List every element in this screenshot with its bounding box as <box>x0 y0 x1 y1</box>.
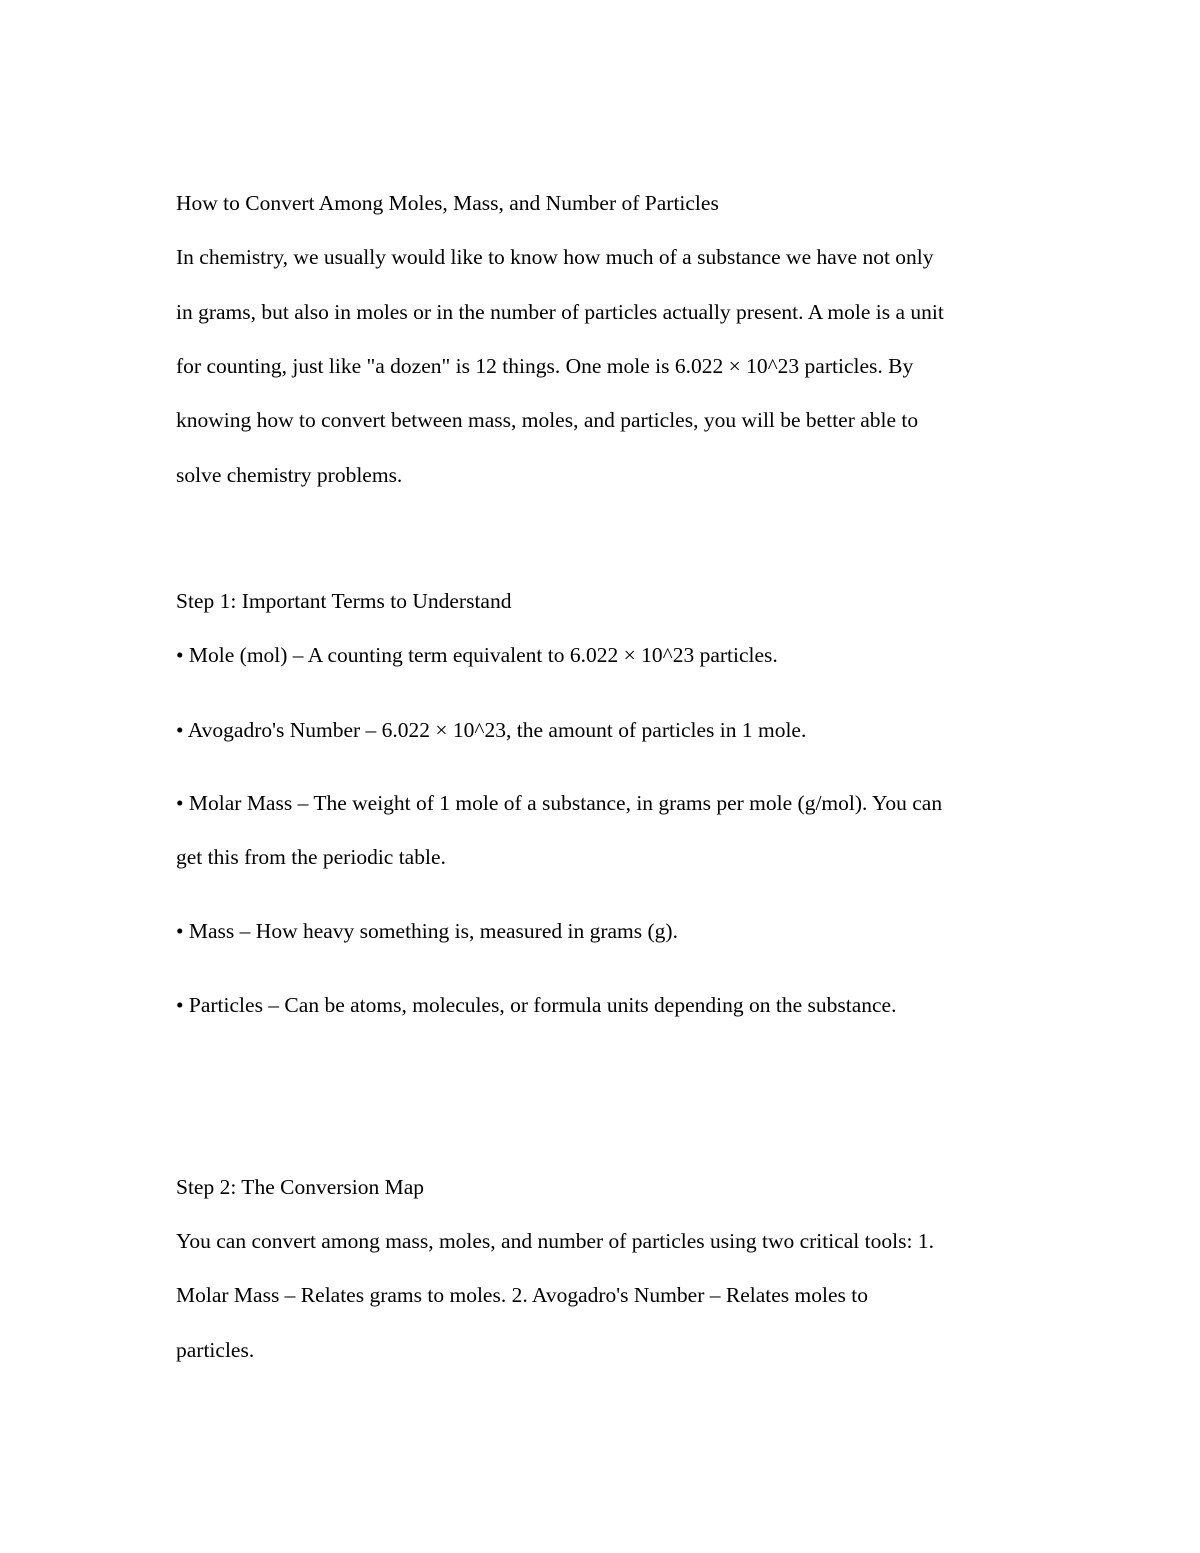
term-avogadro: • Avogadro's Number – 6.022 × 10^23, the amount of particles in 1 mole. <box>176 718 807 742</box>
intro-line: for counting, just like "a dozen" is 12 things. One mole is 6.022 × 10^23 particles. By <box>176 354 914 378</box>
step2-line: You can convert among mass, moles, and number of particles using two critical tools: 1. <box>176 1229 934 1253</box>
term-molar-mass: • Molar Mass – The weight of 1 mole of a substance, in grams per mole (g/mol). You can <box>176 791 943 815</box>
term-particles: • Particles – Can be atoms, molecules, or formula units depending on the substance. <box>176 993 897 1017</box>
step2-heading: Step 2: The Conversion Map <box>176 1175 425 1199</box>
step2-line: particles. <box>176 1338 255 1362</box>
step1-heading: Step 1: Important Terms to Understand <box>176 589 512 613</box>
intro-line: In chemistry, we usually would like to know how much of a substance we have not only <box>176 245 934 269</box>
term-mass: • Mass – How heavy something is, measured in grams (g). <box>176 919 678 943</box>
intro-line: solve chemistry problems. <box>176 463 403 487</box>
term-molar-mass-cont: get this from the periodic table. <box>176 845 446 869</box>
intro-line: knowing how to convert between mass, moles, and particles, you will be better able to <box>176 408 919 432</box>
step2-line: Molar Mass – Relates grams to moles. 2. Avogadro's Number – Relates moles to <box>176 1283 868 1307</box>
intro-line: in grams, but also in moles or in the number of particles actually present. A mole is a unit <box>176 300 944 324</box>
term-mole: • Mole (mol) – A counting term equivalent to 6.022 × 10^23 particles. <box>176 643 778 667</box>
document-title: How to Convert Among Moles, Mass, and Number of Particles <box>176 191 719 215</box>
